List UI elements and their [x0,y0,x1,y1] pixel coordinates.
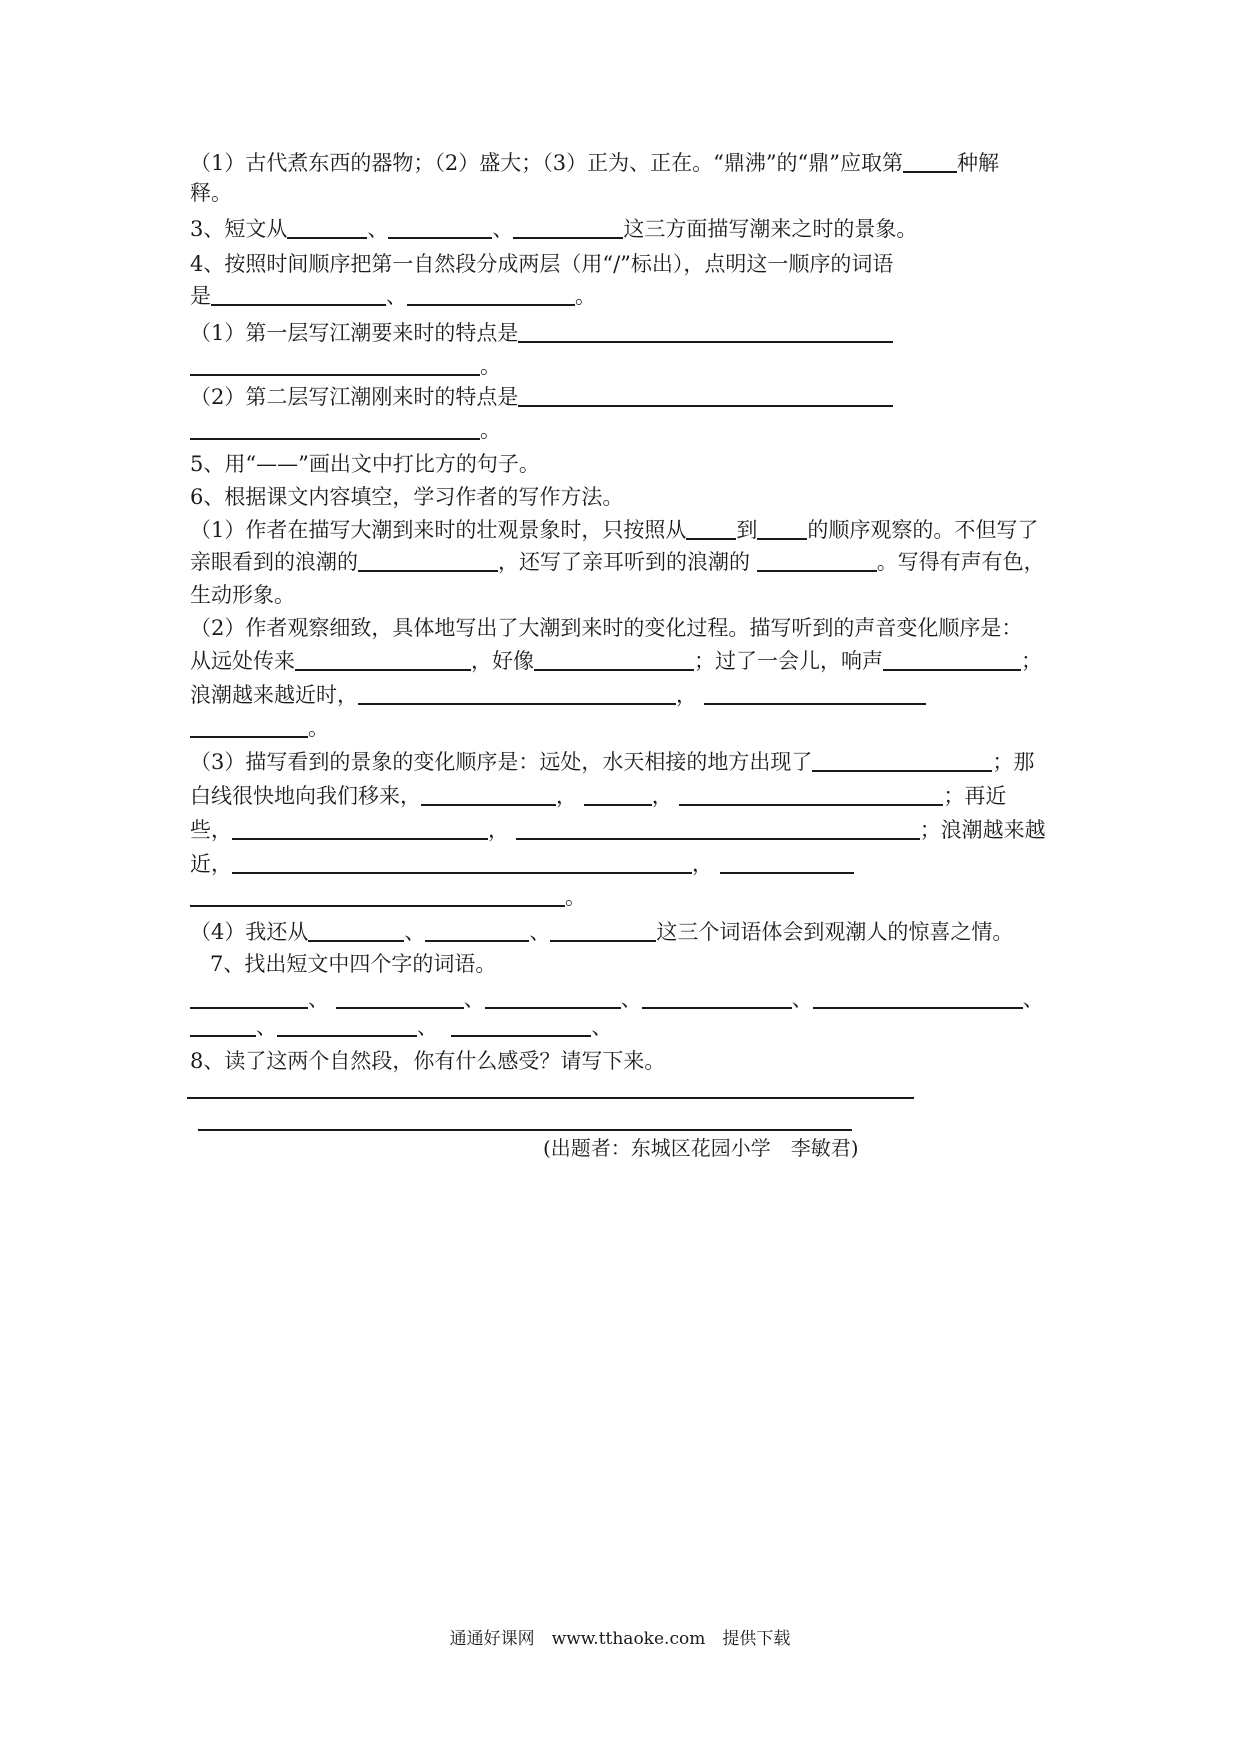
q7-blank[interactable] [451,1013,591,1037]
q6-intro-line [190,482,623,512]
q7-sep: 、 [620,987,642,1011]
q2-definitions-line-2 [190,178,232,208]
q7-blank[interactable] [277,1013,417,1037]
q6-p4-blank-2[interactable] [425,918,529,942]
q4-layer2-blank-2[interactable] [190,416,480,440]
q6-period: 。 [565,885,586,909]
q7-line [210,949,496,979]
q5-text: 5、用“——”画出文中打比方的句子。 [190,452,540,476]
q6-p2-line-4 [190,713,329,743]
q6-p1-text: 。写得有声有色， [876,550,1045,574]
q4-text-cont: 是 [190,284,211,308]
q7-sep: 、 [308,987,329,1011]
q6-sep: 、 [404,920,426,944]
q7-sep: 、 [256,1015,277,1039]
author-credit: (出题者：东城区花园小学 李敏君) [543,1136,859,1160]
q6-p3-blank-1[interactable] [812,748,992,772]
q3-blank-1[interactable] [287,215,367,239]
q7-sep: 、 [463,987,485,1011]
q6-p1-blank-from[interactable] [686,516,736,540]
q6-p2-blank-2[interactable] [534,647,694,671]
q6-semicolon: ； [1021,649,1042,673]
q6-p1-line-1 [190,515,1038,545]
q6-comma: ， [488,818,509,842]
q6-intro-text: 6、根据课文内容填空，学习作者的写作方法。 [190,485,624,509]
q7-blank[interactable] [336,985,464,1009]
q6-p4-text: （4）我还从 [190,920,309,944]
q6-p3-blank-3[interactable] [584,782,652,806]
q6-p1-blank-sound[interactable] [757,548,877,572]
q4-layer1-blank-2[interactable] [190,352,480,376]
q3-text-end: 这三方面描写潮来之时的景象。 [623,217,918,241]
q7-blank[interactable] [485,985,621,1009]
q6-p1-text: （1）作者在描写大潮到来时的壮观景象时，只按照从 [190,518,687,542]
q8-line [190,1046,665,1076]
q4-layer2-blank[interactable] [518,383,893,407]
q6-p4-blank-3[interactable] [550,918,656,942]
q6-p4-blank-1[interactable] [308,918,404,942]
q6-p1-text: ，还写了亲耳听到的浪潮的 [498,550,750,574]
q4-layer1-text: （1）第一层写江潮要来时的特点是 [190,321,519,345]
q6-p2-blank-5[interactable] [704,681,926,705]
q7-blank[interactable] [642,985,792,1009]
q6-p2-text: 浪潮越来越近时， [190,683,358,707]
q6-p1-text: 生动形象。 [190,583,295,607]
q7-sep: 、 [591,1015,613,1039]
q4-blank-1[interactable] [211,282,386,306]
q6-p3-blank-2[interactable] [421,782,556,806]
q7-blank[interactable] [190,985,308,1009]
q3-sep: 、 [492,217,514,241]
q2-definitions-line [190,148,999,178]
q6-p1-blank-to[interactable] [757,516,807,540]
q6-p2-blank-3[interactable] [883,647,1021,671]
q2-text-wrap: 释。 [190,181,232,205]
q4-layer2-line [190,382,893,412]
q4-layer1-line-2 [190,351,501,381]
q7-blank[interactable] [813,985,1023,1009]
q7-sep: 、 [417,1015,438,1039]
q4-line-2 [190,281,596,311]
q4-layer1-line [190,318,893,348]
q7-text: 7、找出短文中四个字的词语。 [210,952,497,976]
q6-p3-text: ；再近 [943,784,1007,808]
q4-layer1-blank[interactable] [518,319,893,343]
q3-blank-3[interactable] [513,215,623,239]
q6-p3-blank-7[interactable] [232,850,692,874]
q6-p3-blank-6[interactable] [516,816,920,840]
q6-p4-text-end: 这三个词语体会到观潮人的惊喜之情。 [656,920,1014,944]
q6-p3-line-5 [190,882,586,912]
q6-p1-text: 的顺序观察的。不但写了 [807,518,1039,542]
q8-text: 8、读了这两个自然段，你有什么感受？请写下来。 [190,1049,666,1073]
q6-p3-text: 近， [190,852,232,876]
q4-layer2-line-2 [190,415,501,445]
q4-period: 。 [480,354,501,378]
q4-layer2-text: （2）第二层写江潮刚来时的特点是 [190,385,519,409]
q6-comma: ， [556,784,577,808]
q6-p3-blank-9[interactable] [190,883,565,907]
q3-sep: 、 [367,217,389,241]
q6-p3-blank-5[interactable] [232,816,488,840]
q2-text: （1）古代煮东西的器物；（2）盛大；（3）正为、正在。“鼎沸”的“鼎”应取第 [190,151,904,175]
q6-p3-line-1 [190,747,1034,777]
q6-p3-text: ；浪潮越来越 [919,818,1046,842]
page-footer: 通通好课网 www.tthaoke.com 提供下载 [449,1629,791,1649]
q6-p2-text: 从远处传来 [190,649,295,673]
q6-p3-blank-4[interactable] [679,782,943,806]
q4-text: 4、按照时间顺序把第一自然段分成两层（用“/”标出），点明这一顺序的词语 [190,252,894,276]
q6-p2-line-2 [190,646,1042,676]
q6-comma: ， [676,683,697,707]
q6-comma: ， [651,784,673,808]
q8-answer-line-2[interactable] [198,1129,852,1131]
q3-blank-2[interactable] [388,215,492,239]
q4-period: 。 [480,418,501,442]
q6-p2-line-1 [190,613,1022,643]
q6-p3-text: 些， [190,818,232,842]
q6-p3-text: 白线很快地向我们移来， [190,784,421,808]
q7-answer-row-2 [190,1012,612,1042]
q3-text: 3、短文从 [190,217,288,241]
q4-line [190,249,893,279]
q2-blank[interactable] [903,149,957,173]
q5-line [190,449,540,479]
q7-blank[interactable] [190,1013,256,1037]
q7-sep: 、 [791,987,813,1011]
q8-answer-line-1[interactable] [187,1097,914,1099]
q6-p3-blank-8[interactable] [720,850,854,874]
q6-comma: ， [692,852,713,876]
q6-p2-blank-4[interactable] [358,681,676,705]
q6-p2-blank-6[interactable] [190,714,308,738]
q6-p3-line-4 [190,849,854,879]
q6-p3-line-3 [190,815,1046,845]
q6-p2-text: （2）作者观察细致，具体地写出了大潮到来时的变化过程。描写听到的声音变化顺序是： [190,616,1023,640]
q7-answer-row-1 [190,984,1044,1014]
q6-p3-text: ；那 [992,750,1035,774]
q2-text-end: 种解 [957,151,1000,175]
q6-p1-blank-sight[interactable] [358,548,498,572]
q6-p3-text: （3）描写看到的景象的变化顺序是：远处，水天相接的地方出现了 [190,750,813,774]
q6-p1-line-2 [190,547,1045,577]
q6-p1-line-3 [190,580,295,610]
q7-sep: 、 [1022,987,1044,1011]
q6-p1-text: 到 [736,518,758,542]
q6-p3-line-2 [190,781,1006,811]
q6-p2-blank-1[interactable] [295,647,471,671]
q6-p2-line-3 [190,680,926,710]
q4-period: 。 [575,284,596,308]
q4-blank-2[interactable] [407,282,575,306]
q6-p2-text: ；过了一会儿，响声 [694,649,883,673]
q6-p1-text: 亲眼看到的浪潮的 [190,550,358,574]
q6-sep: 、 [529,920,551,944]
q3-line [190,214,917,244]
q6-p4-line [190,917,1013,947]
q6-p2-text: ，好像 [471,649,534,673]
q4-sep: 、 [386,284,407,308]
q6-period: 。 [308,716,329,740]
